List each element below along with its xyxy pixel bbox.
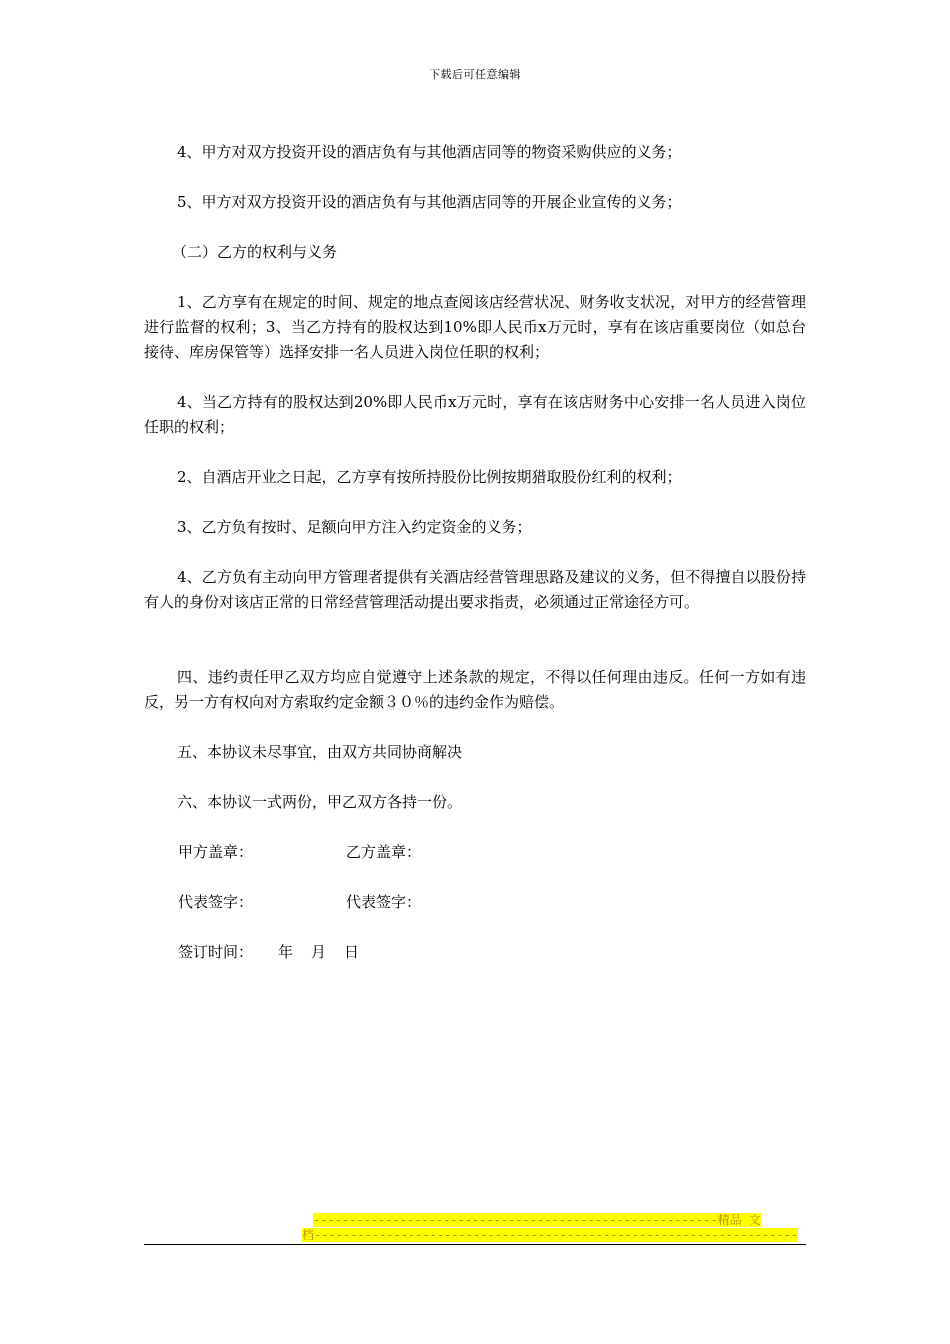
party-a-sign-label: 代表签字： xyxy=(178,893,254,911)
date-month: 月 xyxy=(311,943,327,961)
party-b-seal-label: 乙方盖章： xyxy=(346,843,422,861)
clause-a5: 5、甲方对双方投资开设的酒店负有与其他酒店同等的开展企业宣传的义务； xyxy=(177,193,682,211)
footer-watermark-prefix: 档 xyxy=(302,1228,315,1242)
section-five: 五、本协议未尽事宜，由双方共同协商解决 xyxy=(177,743,463,761)
header-note: 下载后可任意编辑 xyxy=(429,68,521,81)
signature-row xyxy=(178,890,422,915)
party-b-sign-label: 代表签字： xyxy=(346,893,422,911)
footer-divider xyxy=(144,1244,806,1245)
clause-b3: 3、乙方负有按时、足额向甲方注入约定资金的义务； xyxy=(177,518,532,536)
footer-watermark-text2: ------------------------------------------------------------------- xyxy=(314,1228,799,1242)
signing-date-row xyxy=(178,940,377,965)
party-a-seal-label: 甲方盖章： xyxy=(178,843,254,861)
seal-row xyxy=(178,840,422,865)
date-year: 年 xyxy=(278,943,294,961)
footer-watermark-line2 xyxy=(302,1228,798,1243)
clause-b2: 2、自酒店开业之日起，乙方享有按所持股份比例按期猎取股份红利的权利； xyxy=(177,468,682,486)
date-day: 日 xyxy=(344,943,360,961)
section-six: 六、本协议一式两份，甲乙双方各持一份。 xyxy=(177,793,463,811)
clause-b1: 1、乙方享有在规定的时间、规定的地点查阅该店经营状况、财务收支状况，对甲方的经营管理进行监督的权利；3、当乙方持有的股权达到10%即人民币x万元时，享有在该店重要岗位（如总台接待、库房保管等）选择安排一名人员进入岗位任职的权利； xyxy=(144,293,806,361)
section-breach-liability: 四、违约责任甲乙双方均应自觉遵守上述条款的规定，不得以任何理由违反。任何一方如有违反，另一方有权向对方索取约定金额３０％的违约金作为赔偿。 xyxy=(144,668,806,711)
clause-a4: 4、甲方对双方投资开设的酒店负有与其他酒店同等的物资采购供应的义务； xyxy=(177,143,682,161)
footer-watermark-text1: --------------------------------------------------------精品 文 xyxy=(313,1213,761,1227)
signing-date-label: 签订时间： xyxy=(178,943,254,961)
section-party-b-heading: （二）乙方的权利与义务 xyxy=(172,243,338,261)
clause-b4: 4、乙方负有主动向甲方管理者提供有关酒店经营管理思路及建议的义务，但不得擅自以股份持有人的身份对该店正常的日常经营管理活动提出要求指责，必须通过正常途径方可。 xyxy=(144,568,806,611)
footer-watermark-line1 xyxy=(313,1213,761,1228)
clause-b4-shares: 4、当乙方持有的股权达到20%即人民币x万元时，享有在该店财务中心安排一名人员进入岗位任职的权利； xyxy=(144,393,806,436)
